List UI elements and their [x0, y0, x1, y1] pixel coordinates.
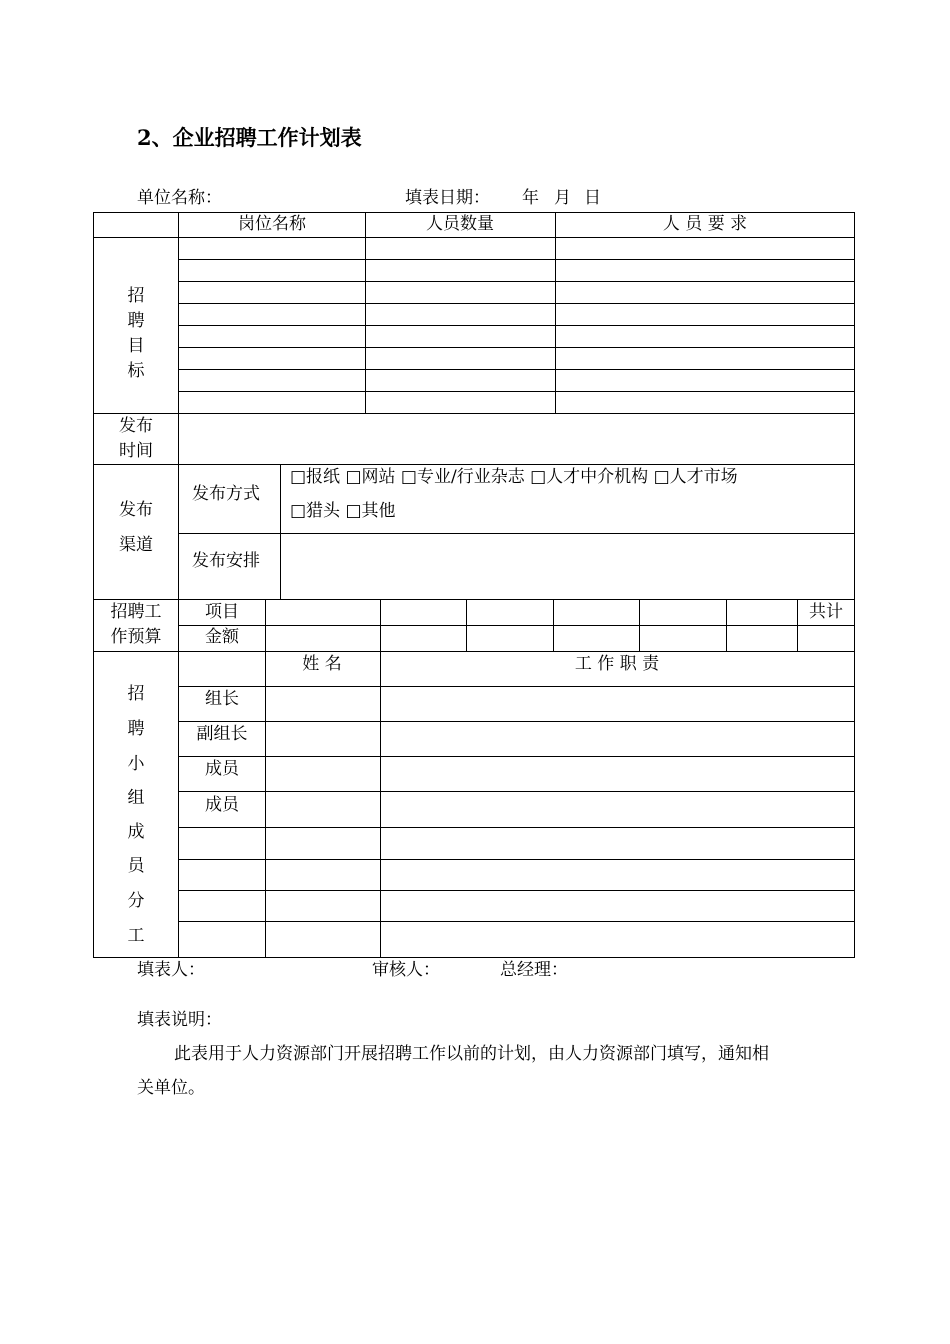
team-label-char: 小: [127, 754, 145, 774]
channel-label: 发布: [119, 500, 153, 520]
team-label-char: 组: [127, 788, 145, 808]
team-label-char: 招: [127, 684, 145, 704]
recruit-target-label-char: 招: [127, 286, 145, 306]
budget-label: 作预算: [110, 627, 162, 647]
publish-method-options-2[interactable]: □猎头 □其他: [290, 501, 396, 521]
page-title: 2、企业招聘工作计划表: [137, 125, 362, 150]
team-label-char: 分: [127, 891, 145, 911]
publish-time-label: 发布: [119, 416, 153, 436]
col-header-position: 岗位名称: [238, 214, 306, 234]
day-label: 日: [584, 188, 601, 208]
month-label: 月: [554, 188, 571, 208]
budget-label: 招聘工: [110, 602, 162, 622]
team-duty-header: 工 作 职 责: [574, 654, 660, 674]
team-role-leader: 组长: [205, 689, 239, 709]
budget-total-label: 共计: [809, 602, 843, 622]
notes-text: 此表用于人力资源部门开展招聘工作以前的计划，由人力资源部门填写，通知相: [174, 1044, 769, 1064]
team-role-member: 成员: [205, 759, 239, 779]
col-header-requirements: 人 员 要 求: [662, 214, 748, 234]
notes-text-continued: 关单位。: [137, 1078, 205, 1098]
recruit-target-label-char: 目: [127, 336, 145, 356]
unit-name-label: 单位名称：: [137, 188, 222, 208]
recruit-target-label-char: 聘: [127, 311, 145, 331]
notes-label: 填表说明：: [137, 1010, 222, 1030]
team-label-char: 工: [127, 926, 145, 946]
recruit-target-label-char: 标: [127, 361, 145, 381]
publish-method-label: 发布方式: [192, 484, 260, 504]
manager-label: 总经理：: [500, 960, 568, 980]
team-role-deputy: 副组长: [196, 724, 248, 744]
filler-label: 填表人：: [137, 960, 205, 980]
team-label-char: 员: [127, 856, 145, 876]
col-header-count: 人员数量: [426, 214, 494, 234]
team-label-char: 聘: [127, 719, 145, 739]
channel-label: 渠道: [119, 535, 153, 555]
budget-item-label: 项目: [205, 602, 239, 622]
publish-method-options[interactable]: □报纸 □网站 □专业/行业杂志 □人才中介机构 □人才市场: [290, 467, 738, 487]
budget-amount-label: 金额: [205, 627, 239, 647]
fill-date-label: 填表日期：: [405, 188, 490, 208]
team-role-member: 成员: [205, 795, 239, 815]
publish-time-label: 时间: [119, 441, 153, 461]
team-label-char: 成: [127, 822, 145, 842]
publish-arrangement-label: 发布安排: [192, 551, 260, 571]
team-name-header: 姓 名: [302, 654, 342, 674]
year-label: 年: [522, 188, 539, 208]
reviewer-label: 审核人：: [372, 960, 440, 980]
